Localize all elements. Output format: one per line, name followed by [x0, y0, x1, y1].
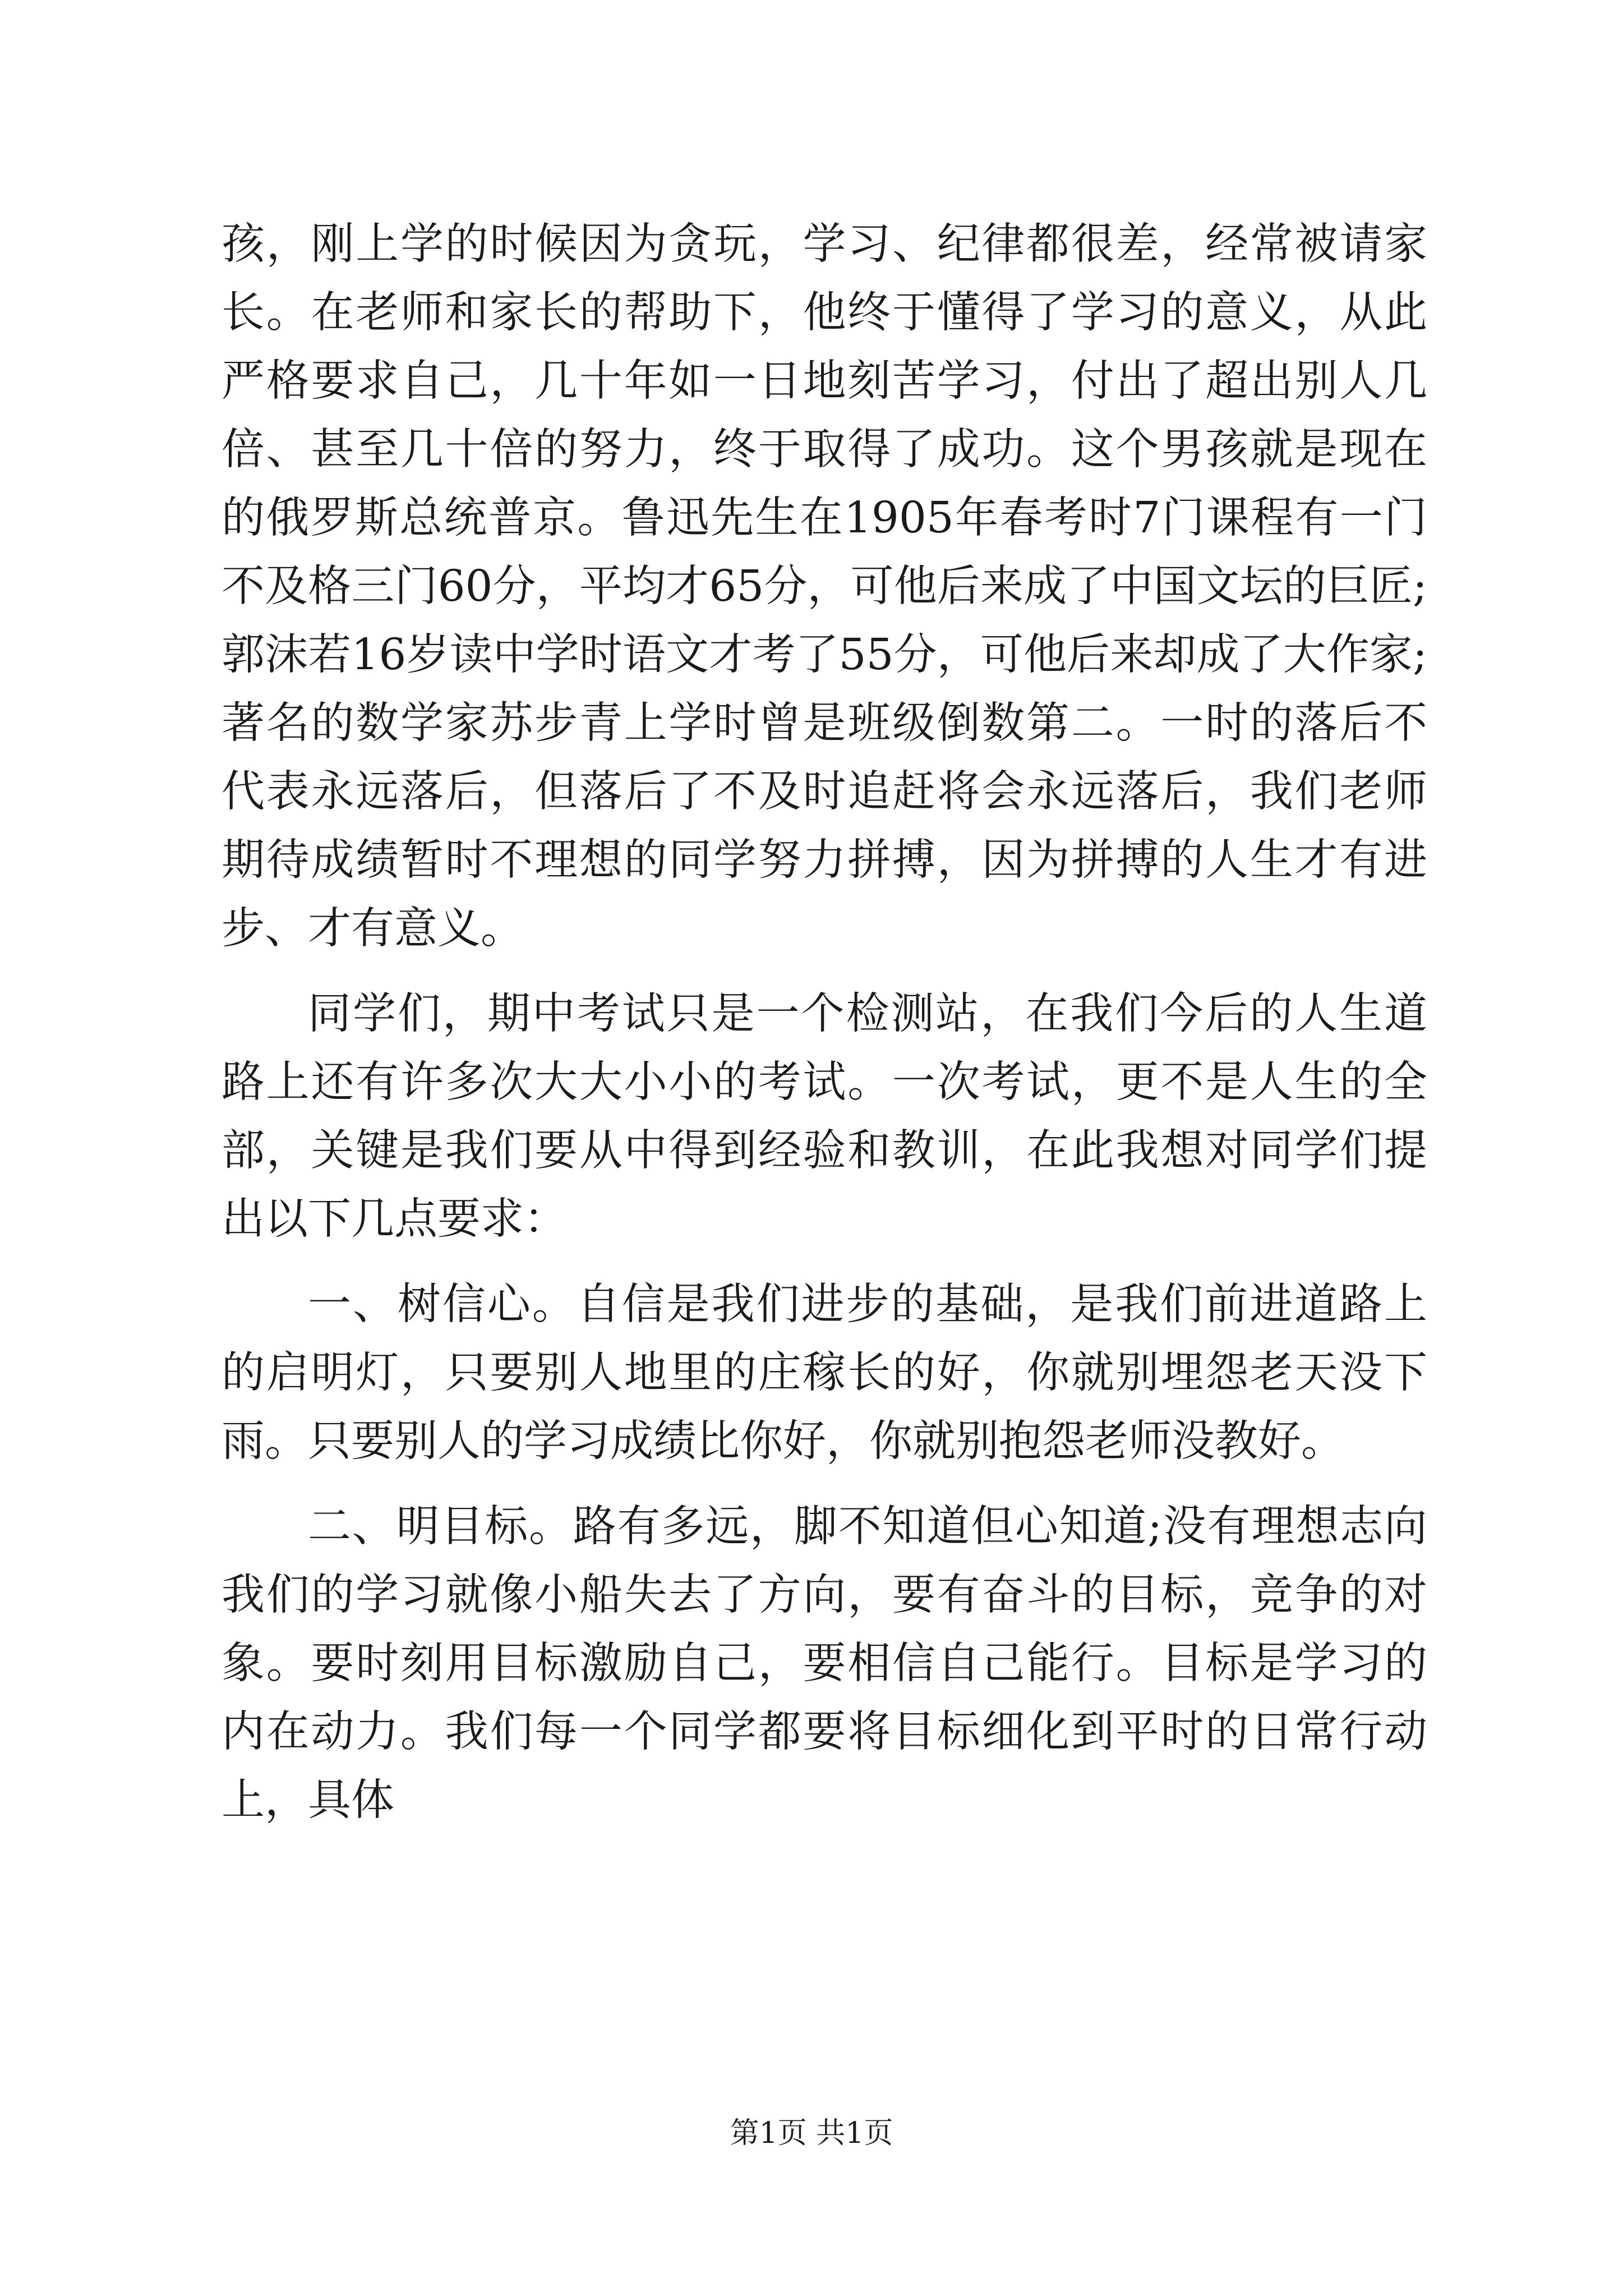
- document-body: [222, 210, 1427, 1835]
- page-footer: 第1页 共1页: [730, 2116, 893, 2150]
- paragraph-continuation: 孩，刚上学的时候因为贪玩，学习、纪律都很差，经常被请家长。在老师和家长的帮助下，他终于懂得了学习的意义，从此严格要求自己，几十年如一日地刻苦学习，付出了超出别人几倍、甚至几十倍的努力，终于取得了成功。这个男孩就是现在的俄罗斯总统普京。鲁迅先生在1905年春考时7门课程有一门不及格三门60分，平均才65分，可他后来成了中国文坛的巨匠;郭沫若16岁读中学时语文才考了55分，可他后来却成了大作家;著名的数学家苏步青上学时曾是班级倒数第二。一时的落后不代表永远落后，但落后了不及时追赶将会永远落后，我们老师期待成绩暂时不理想的同学努力拼搏，因为拼搏的人生才有进步、才有意义。: [222, 219, 1427, 954]
- paragraph-exam-checkpoint: 同学们，期中考试只是一个检测站，在我们今后的人生道路上还有许多次大大小小的考试。一次考试，更不是人生的全部，关键是我们要从中得到经验和教训，在此我想对同学们提出以下几点要求：: [222, 989, 1427, 1244]
- paragraph-clear-goals: 二、明目标。路有多远，脚不知道但心知道;没有理想志向我们的学习就像小船失去了方向，要有奋斗的目标，竞争的对象。要时刻用目标激励自己，要相信自己能行。目标是学习的内在动力。我们每一个同学都要将目标细化到平时的日常行动上，具体: [222, 1502, 1427, 1825]
- paragraph-build-confidence: 一、树信心。自信是我们进步的基础，是我们前进道路上的启明灯，只要别人地里的庄稼长的好，你就别埋怨老天没下雨。只要别人的学习成绩比你好，你就别抱怨老师没教好。: [222, 1280, 1427, 1466]
